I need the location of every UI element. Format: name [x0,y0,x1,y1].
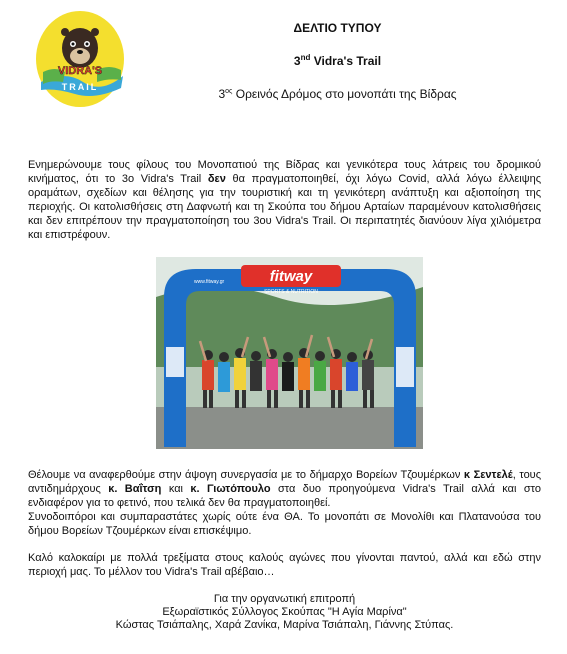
signature-line-2: Εξωραϊστικός Σύλλογος Σκούπας "Η Αγία Μαρίνα" [162,606,407,618]
signature-line-1: Για την οργανωτική επιτροπή [213,593,356,605]
cooperation-paragraph: Θέλουμε να αναφερθούμε στην άψογη συνεργασία με το δήμαρχο Βορείων Τζουμέρκων κ Σεντελέ, τους αντιδημάρχους κ. Βαΐτση και κ. Γιωτόπουλο στα δυο προηγούμενα Vidra's Trail αλλά και στο ενδιαφέρον για το φετινό, που τελικά δεν θα πραγματοποιηθεί. Συνοδοιπόροι και συμπαραστάτες χωρίς ούτε ένα ΘΑ. Το μονοπάτι σε Μονολίθι και Πλατανούσα του δήμου Βορείων Τζουμέρκων είναι επισκέψιμο. [28,469,541,537]
svg-text:www.fitway.gr: www.fitway.gr [194,279,225,285]
svg-text:TRAIL: TRAIL [61,82,99,92]
signature-line-3: Κώστας Τσιάπαλης, Χαρά Ζανίκα, Μαρίνα Τσιάπαλη, Γιάννης Στύπας. [115,619,454,631]
intro-paragraph: Ενημερώνουμε τους φίλους του Μονοπατιού της Βίδρας και γενικότερα τους λάτρεις του δρομικού κινήματος, ότι το 3ο Vidra's Trail δεν θα πραγματοποιηθεί, όχι λόγω Covid, αλλά λόγω έλλειψης οραμάτων, σχεδίων και θέλησης για την τουριστική και τη γενικότερη ανάπτυξη και αξιοποίηση της περιοχής. Οι κατολισθήσεις στη Δαφνωτή και τη Σκούπα του δήμου Αρταίων παραμένουν κατολισθήσεις και δεν επιτρέπουν την πραγματοποίηση του 3ου Vidra's Trail. Οι περιπατητές διανύουν λίγα χιλιόμετρα και επιστρέφουν. [28,159,542,241]
press-release-title: ΔΕΛΤΙΟ ΤΥΠΟΥ [293,21,382,35]
arch-brand-text: fitway [269,268,313,285]
logo-text: VIDRA'S [57,65,103,77]
event-name: 3nd Vidra's Trail [293,53,382,68]
signature-block [28,593,541,632]
vidras-trail-logo [35,10,125,108]
svg-text:SPORTS & NUTRITION: SPORTS & NUTRITION [264,289,318,295]
event-subtitle: $3^{o\varsigma}$ Ορεινός Δρόμος στο μονοπάτι της Βίδρας [218,87,457,101]
closing-paragraph: Καλό καλοκαίρι με πολλά τρεξίματα στους καλούς αγώνες που γίνονται παντού, αλλά και εδώ στην περιοχή μας. Το μέλλον του Vidra's Trail αβέβαιο… [28,552,541,578]
runners-photo [156,257,423,449]
